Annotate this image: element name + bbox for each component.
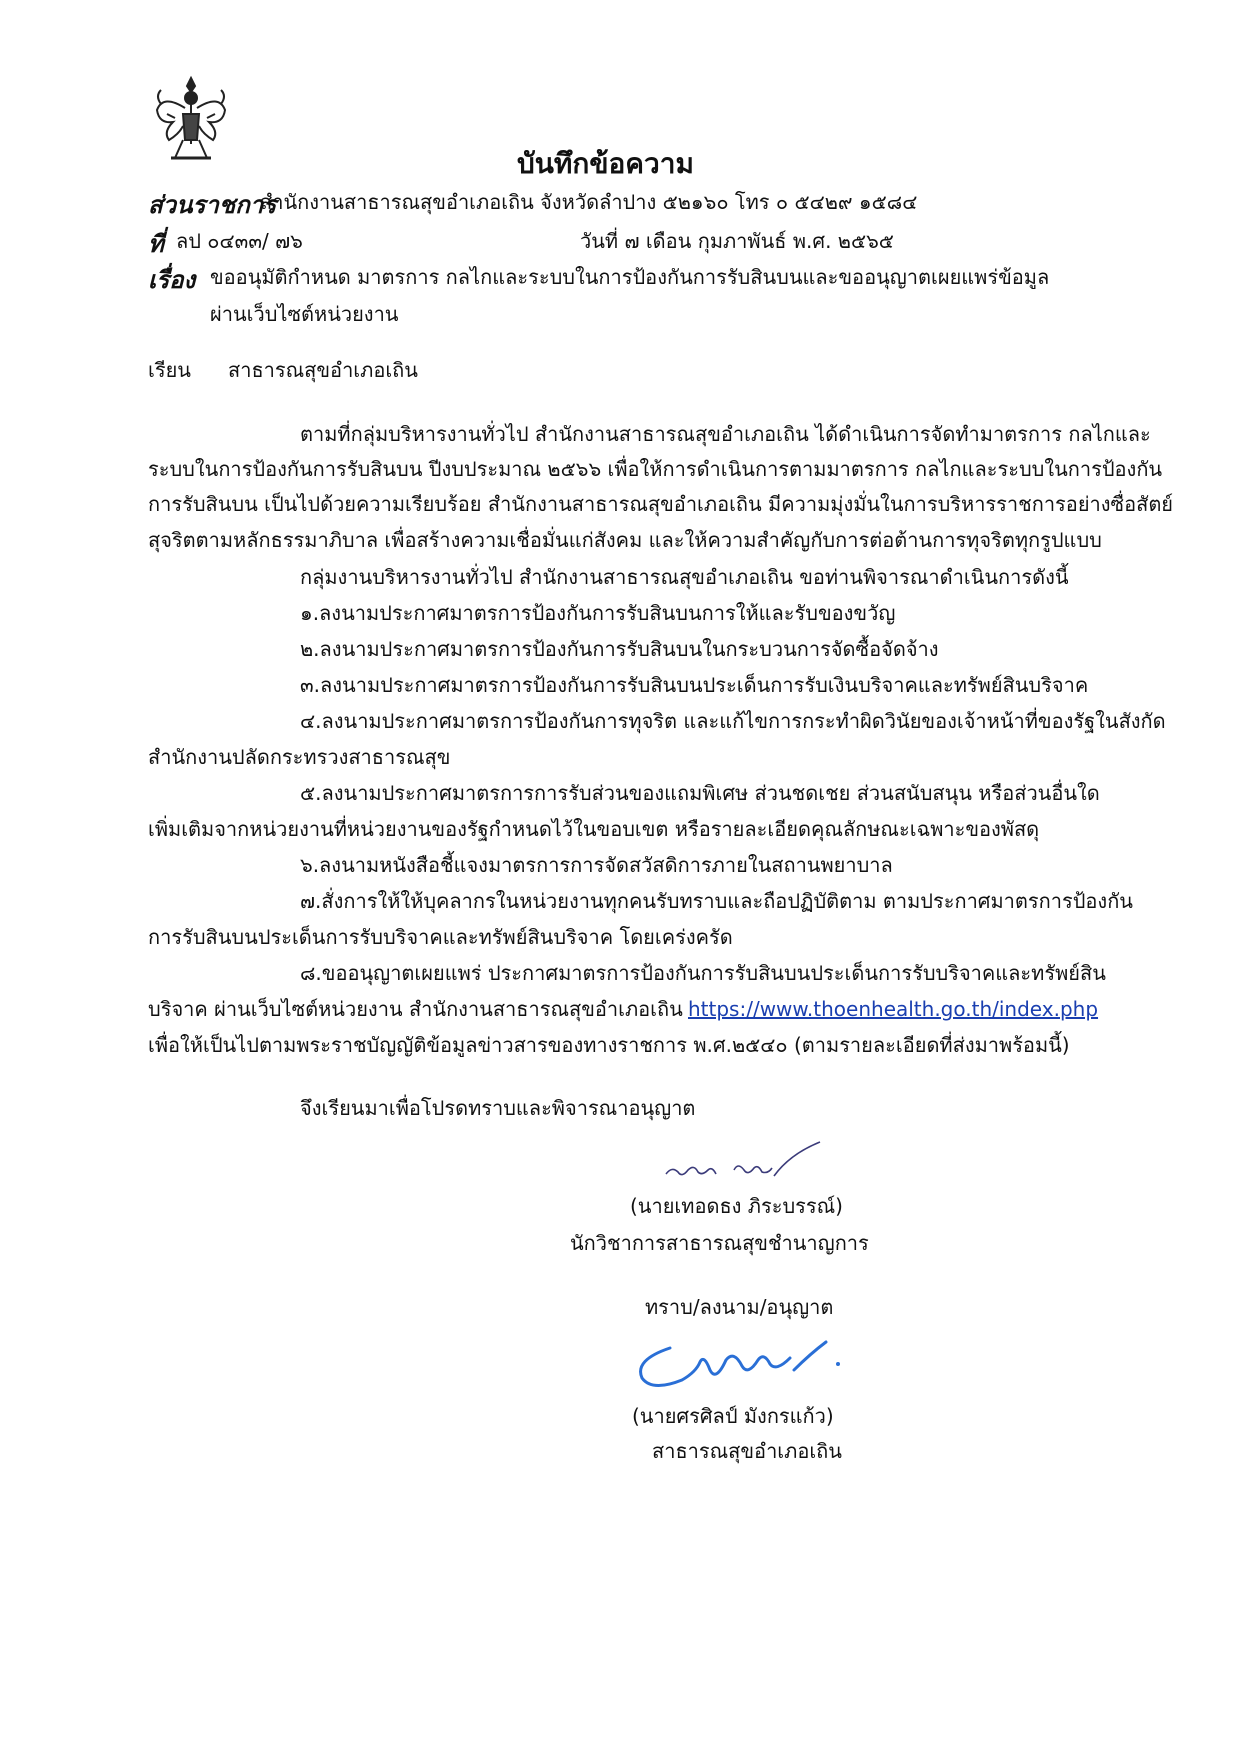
subject-line-2: ผ่านเว็บไซต์หน่วยงาน [210,302,399,326]
list-item-2: ๒.ลงนามประกาศมาตรการป้องกันการรับสินบนในกระบวนการจัดซื้อจัดจ้าง [300,637,939,661]
garuda-emblem-icon [153,74,229,166]
approval-text: ทราบ/ลงนาม/อนุญาต [645,1295,834,1319]
date-text: วันที่ ๗ เดือน กุมภาพันธ์ พ.ศ. ๒๕๖๕ [580,229,894,253]
list-item-3: ๓.ลงนามประกาศมาตรการป้องกันการรับสินบนประเด็นการรับเงินบริจาคและทรัพย์สินบริจาค [300,673,1089,697]
to-value: สาธารณสุขอำเภอเถิน [228,358,418,382]
handwritten-signature-2 [630,1330,850,1400]
closing-text: จึงเรียนมาเพื่อโปรดทราบและพิจารณาอนุญาต [300,1096,696,1120]
list-item-4-cont: สำนักงานปลัดกระทรวงสาธารณสุข [148,745,451,769]
to-label: เรียน [148,358,191,382]
signer2-name: (นายศรศิลป์ มังกรแก้ว) [632,1404,834,1428]
signer1-name: (นายเทอดธง ภิระบรรณ์) [630,1194,843,1218]
para1-line: ตามที่กลุ่มบริหารงานทั่วไป สำนักงานสาธารณสุขอำเภอเถิน ได้ดำเนินการจัดทำมาตรการ กลไกและ [300,422,1151,446]
list-item-7-cont: การรับสินบนประเด็นการรับบริจาคและทรัพย์สินบริจาค โดยเคร่งครัด [148,925,733,949]
ref-value: ลป ๐๔๓๓/ ๗๖ [176,229,303,253]
website-link[interactable]: https://www.thoenhealth.go.th/index.php [688,997,1099,1021]
para1-line: ระบบในการป้องกันการรับสินบน ปีงบประมาณ ๒๕๖๖ เพื่อให้การดำเนินการตามมาตรการ กลไกและระบบในการป้องกัน [148,457,1163,481]
list-item-5-cont: เพิ่มเติมจากหน่วยงานที่หน่วยงานของรัฐกำหนดไว้ในขอบเขต หรือรายละเอียดคุณลักษณะเฉพาะของพัสดุ [148,817,1040,841]
list-item-5: ๕.ลงนามประกาศมาตรการการรับส่วนของแถมพิเศษ ส่วนชดเชย ส่วนสนับสนุน หรือส่วนอื่นใด [300,781,1100,805]
signer2-position: สาธารณสุขอำเภอเถิน [652,1439,842,1463]
para2: กลุ่มงานบริหารงานทั่วไป สำนักงานสาธารณสุขอำเภอเถิน ขอท่านพิจารณาดำเนินการดังนี้ [300,565,1069,589]
handwritten-signature-1 [660,1140,830,1196]
agency-value: สำนักงานสาธารณสุขอำเภอเถิน จังหวัดลำปาง ๕๒๑๖๐ โทร ๐ ๕๔๒๙ ๑๕๘๔ [260,190,918,214]
subject-label: เรื่อง [148,266,196,294]
list-item-8-cont: บริจาค ผ่านเว็บไซต์หน่วยงาน สำนักงานสาธารณสุขอำเภอเถิน [148,997,683,1021]
subject-line-1: ขออนุมัติกำหนด มาตรการ กลไกและระบบในการป้องกันการรับสินบนและขออนุญาตเผยแพร่ข้อมูล [210,265,1050,289]
para1-line: สุจริตตามหลักธรรมาภิบาล เพื่อสร้างความเชื่อมั่นแก่สังคม และให้ความสำคัญกับการต่อต้านการทุจริตทุกรูปแบบ [148,528,1102,552]
agency-label: ส่วนราชการ [148,191,277,219]
memo-title: บันทึกข้อความ [517,147,694,180]
list-item-4: ๔.ลงนามประกาศมาตรการป้องกันการทุจริต และแก้ไขการกระทำผิดวินัยของเจ้าหน้าที่ของรัฐในสังกัด [300,709,1166,733]
para1-line: การรับสินบน เป็นไปด้วยความเรียบร้อย สำนักงานสาธารณสุขอำเภอเถิน มีความมุ่งมั่นในการบริหารราชการอย่างซื่อสัตย์ [148,492,1174,516]
list-item-8-cont-2: เพื่อให้เป็นไปตามพระราชบัญญัติข้อมูลข่าวสารของทางราชการ พ.ศ.๒๕๔๐ (ตามรายละเอียดที่ส่งมาพร้อมนี้) [148,1033,1070,1057]
list-item-7: ๗.สั่งการให้ให้บุคลากรในหน่วยงานทุกคนรับทราบและถือปฏิบัติตาม ตามประกาศมาตรการป้องกัน [300,889,1133,913]
list-item-1: ๑.ลงนามประกาศมาตรการป้องกันการรับสินบนการให้และรับของขวัญ [300,601,896,625]
signer1-position: นักวิชาการสาธารณสุขชำนาญการ [570,1231,869,1255]
list-item-8: ๘.ขออนุญาตเผยแพร่ ประกาศมาตรการป้องกันการรับสินบนประเด็นการรับบริจาคและทรัพย์สิน [300,961,1106,985]
ref-label: ที่ [148,230,164,258]
list-item-6: ๖.ลงนามหนังสือชี้แจงมาตรการการจัดสวัสดิการภายในสถานพยาบาล [300,853,893,877]
